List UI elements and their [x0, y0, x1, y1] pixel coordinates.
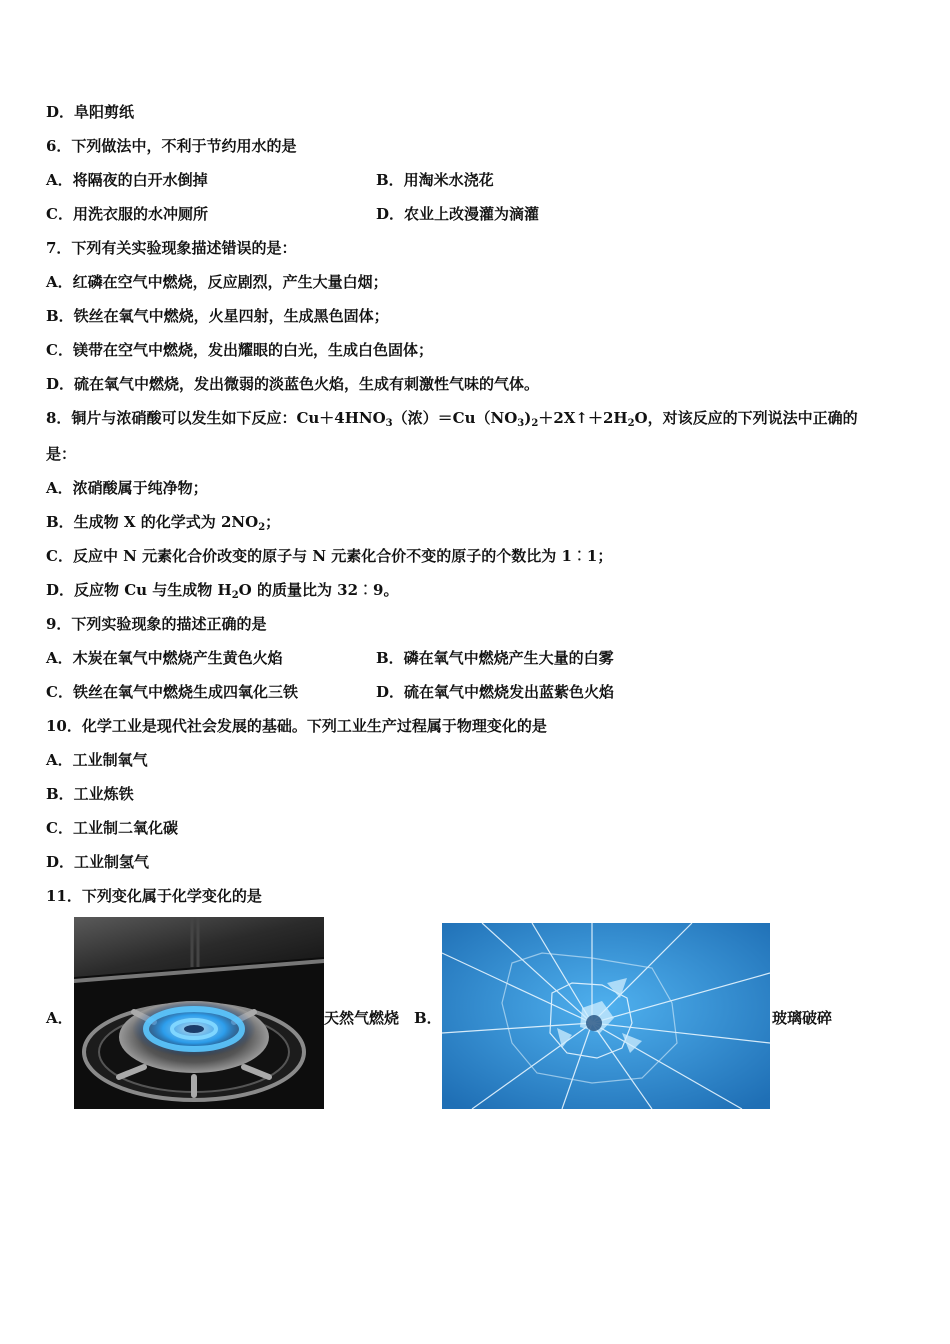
q7-option-b: B．铁丝在氧气中燃烧，火星四射，生成黑色固体；: [46, 307, 389, 325]
q8-stem-part: ): [524, 409, 532, 427]
gas-flame-icon: [74, 917, 324, 1109]
q8-option-d-part: O 的质量比为 32︰9。: [238, 581, 399, 599]
q10-stem: 10．化学工业是现代社会发展的基础。下列工业生产过程属于物理变化的是: [46, 717, 547, 735]
q6-option-c: C．用洗衣服的水冲厕所: [46, 205, 208, 223]
q5-option-d: D．阜阳剪纸: [46, 103, 135, 121]
q8-subscript: 2: [231, 590, 239, 601]
q8-subscript: 3: [385, 418, 393, 429]
q7-option-c: C．镁带在空气中燃烧，发出耀眼的白光，生成白色固体；: [46, 341, 433, 359]
q8-option-a: A．浓硝酸属于纯净物；: [46, 479, 208, 497]
cracked-glass-icon: [442, 923, 770, 1109]
q8-option-b-part: B．生成物 X 的化学式为 2NO: [46, 513, 259, 531]
q9-stem: 9．下列实验现象的描述正确的是: [46, 615, 267, 633]
gas-stove-image: [74, 917, 324, 1109]
q11-option-b-caption: 玻璃破碎: [772, 1009, 833, 1027]
q10-option-b: B．工业炼铁: [46, 785, 134, 803]
q6-option-a: A．将隔夜的白开水倒掉: [46, 171, 208, 189]
q10-option-a: A．工业制氧气: [46, 751, 148, 769]
q11-option-a-label: A．: [46, 1009, 73, 1027]
q8-subscript: 2: [531, 418, 539, 429]
q8-stem: [46, 408, 858, 428]
q7-stem: 7．下列有关实验现象描述错误的是：: [46, 239, 297, 257]
q6-option-d: D．农业上改漫灌为滴灌: [376, 205, 540, 223]
q8-stem-continued: 是：: [46, 445, 77, 463]
q8-option-b-part: ；: [265, 513, 281, 531]
q8-stem-part: ＋2X↑＋2H: [538, 409, 628, 427]
q10-option-d: D．工业制氢气: [46, 853, 150, 871]
q7-option-a: A．红磷在空气中燃烧，反应剧烈，产生大量白烟；: [46, 273, 388, 291]
q11-option-b-label: B．: [414, 1009, 442, 1027]
q8-option-d-part: D．反应物 Cu 与生成物 H: [46, 581, 232, 599]
q8-subscript: 3: [517, 418, 525, 429]
q8-stem-part: O，对该反应的下列说法中正确的: [634, 409, 858, 427]
q8-option-b: [46, 512, 280, 532]
q6-stem: 6．下列做法中，不利于节约用水的是: [46, 137, 297, 155]
q8-subscript: 2: [258, 522, 266, 533]
q8-stem-part: （浓）＝Cu（NO: [392, 409, 518, 427]
broken-glass-image: [442, 923, 770, 1109]
q11-stem: 11．下列变化属于化学变化的是: [46, 887, 262, 905]
q8-option-d: [46, 580, 399, 600]
q9-option-d: D．硫在氧气中燃烧发出蓝紫色火焰: [376, 683, 615, 701]
q10-option-c: C．工业制二氧化碳: [46, 819, 178, 837]
q11-option-a-caption: 天然气燃烧: [324, 1009, 400, 1027]
q8-subscript: 2: [627, 418, 635, 429]
q8-stem-part: 8．铜片与浓硝酸可以发生如下反应：Cu＋4HNO: [46, 409, 386, 427]
q9-option-c: C．铁丝在氧气中燃烧生成四氧化三铁: [46, 683, 298, 701]
q9-option-b: B．磷在氧气中燃烧产生大量的白雾: [376, 649, 614, 667]
q7-option-d: D．硫在氧气中燃烧，发出微弱的淡蓝色火焰，生成有刺激性气味的气体。: [46, 375, 540, 393]
q8-option-c: C．反应中 N 元素化合价改变的原子与 N 元素化合价不变的原子的个数比为 1︰1；: [46, 547, 613, 565]
q6-option-b: B．用淘米水浇花: [376, 171, 494, 189]
q9-option-a: A．木炭在氧气中燃烧产生黄色火焰: [46, 649, 283, 667]
